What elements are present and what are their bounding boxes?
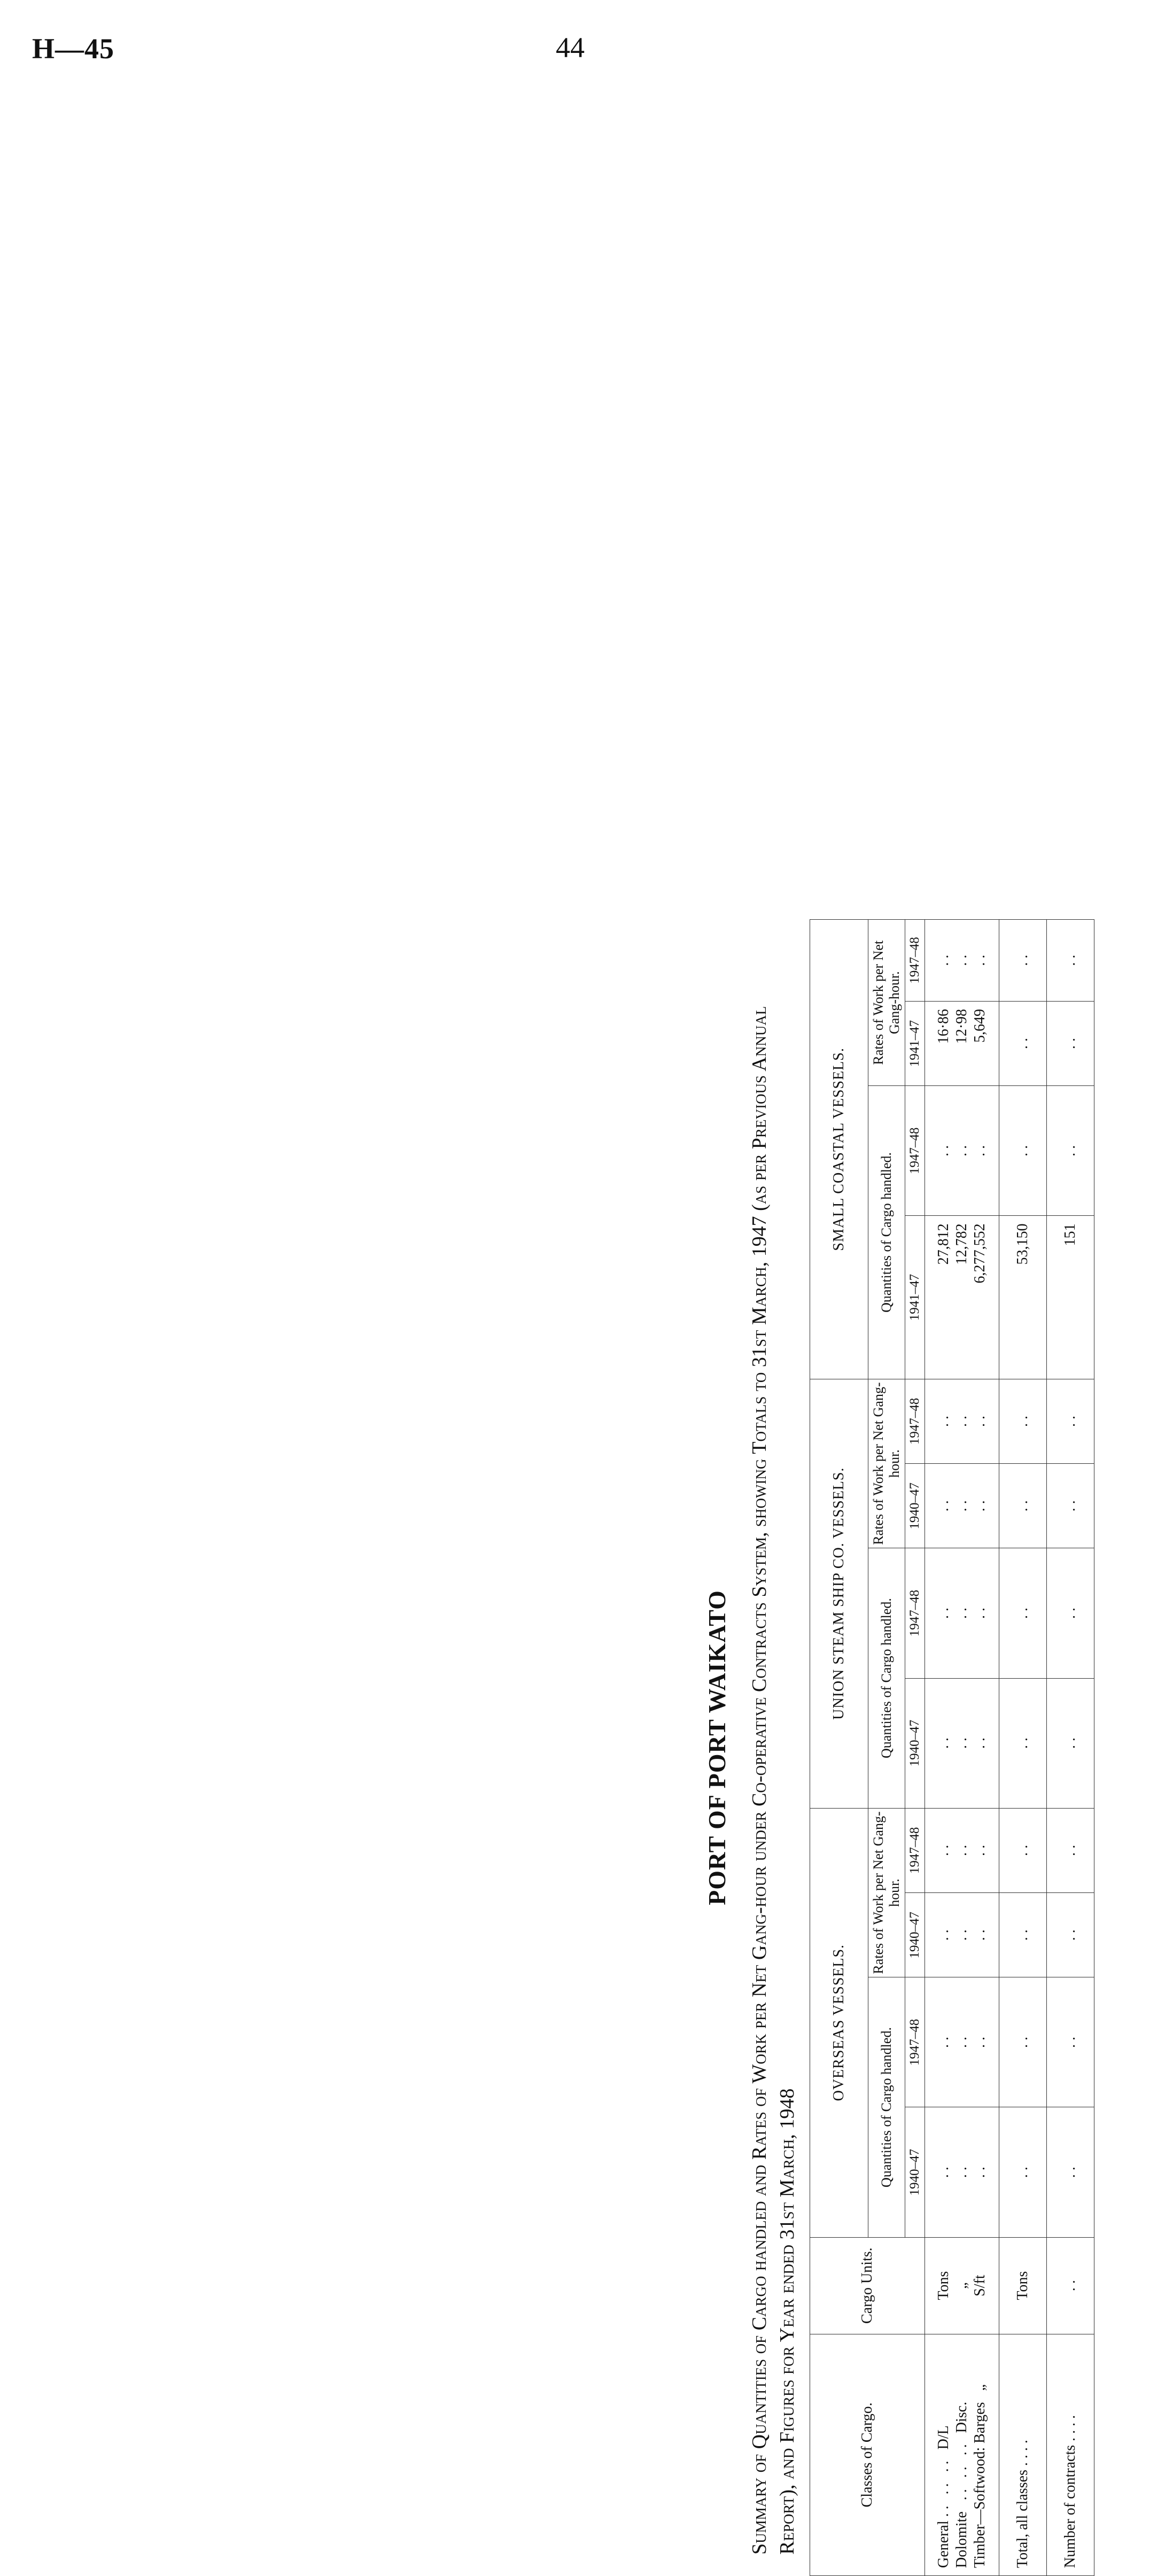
cell-contracts-small-qty-1: 151 <box>1047 1216 1094 1379</box>
header-small-qty: Quantities of Cargo handled. <box>868 1086 905 1379</box>
cell-overseas-qty-1: . . . . . . <box>925 2107 999 2237</box>
cell-total-overseas-qty-1: . . <box>999 2107 1047 2237</box>
period-overseas-rate-2: 1947–48 <box>905 1808 925 1892</box>
header-classes-of-cargo: Classes of Cargo. <box>810 2334 925 2575</box>
period-overseas-rate-1: 1940–47 <box>905 1893 925 1977</box>
header-union-qty: Quantities of Cargo handled. <box>868 1548 905 1808</box>
cell-total-overseas-qty-2: . . <box>999 1977 1047 2107</box>
table-row-total <box>999 920 1047 2576</box>
cell-small-qty-2: . . . . . . <box>925 1086 999 1216</box>
period-small-rate-2: 1947–48 <box>905 920 925 1002</box>
cell-classes: General . . . . . . D/L Dolomite . . . . . . Disc. Timber—Softwood: Barges „ <box>925 2334 999 2575</box>
cell-total-small-rate-1: . . <box>999 1001 1047 1085</box>
cell-contracts-label: Number of contracts . . . . <box>1047 2334 1094 2575</box>
header-group-small-coastal: SMALL COASTAL VESSELS. <box>810 920 868 1379</box>
cell-contracts-overseas-qty-1: . . <box>1047 2107 1094 2237</box>
cell-total-union-rate-1: . . <box>999 1464 1047 1548</box>
cell-union-rate-1: . . . . . . <box>925 1464 999 1548</box>
period-overseas-qty-2: 1947–48 <box>905 1977 925 2107</box>
cell-total-union-qty-1: . . <box>999 1678 1047 1808</box>
header-cargo-units: Cargo Units. <box>810 2237 925 2334</box>
cell-contracts-overseas-rate-1: . . <box>1047 1893 1094 1977</box>
cell-total-union-qty-2: . . <box>999 1548 1047 1678</box>
period-union-qty-1: 1940–47 <box>905 1678 925 1808</box>
header-group-overseas: OVERSEAS VESSELS. <box>810 1808 868 2237</box>
cell-union-qty-2: . . . . . . <box>925 1548 999 1678</box>
document-subtitle: Summary of Quantities of Cargo handled and Rates of Work per Net Gang-hour under Co-operative Contracts System, showing Totals to 31st March, 1947 (as per Previous Annual Report), and Figures for Year ended 31st March, 1948 <box>748 1006 798 2555</box>
cell-total-overseas-rate-1: . . <box>999 1893 1047 1977</box>
cell-overseas-rate-1: . . . . . . <box>925 1893 999 1977</box>
period-overseas-qty-1: 1940–47 <box>905 2107 925 2237</box>
cell-contracts-units: . . <box>1047 2237 1094 2334</box>
cell-total-small-qty-2: . . <box>999 1086 1047 1216</box>
header-small-rate: Rates of Work per Net Gang-hour. <box>868 920 905 1086</box>
cell-total-union-rate-2: . . <box>999 1379 1047 1463</box>
cell-total-overseas-rate-2: . . <box>999 1808 1047 1892</box>
table-row-cargo-classes <box>925 920 999 2576</box>
cargo-summary-table <box>810 919 1094 2576</box>
table-row-contracts <box>1047 920 1094 2576</box>
cell-contracts-small-qty-2: . . <box>1047 1086 1094 1216</box>
cell-contracts-union-rate-1: . . <box>1047 1464 1094 1548</box>
cell-small-rate-2: . . . . . . <box>925 920 999 1002</box>
period-small-rate-1: 1941–47 <box>905 1001 925 1085</box>
cell-small-rate-1: 16·86 12·98 5,649 <box>925 1001 999 1085</box>
cell-overseas-rate-2: . . . . . . <box>925 1808 999 1892</box>
cell-total-units: Tons <box>999 2237 1047 2334</box>
period-small-qty-2: 1947–48 <box>905 1086 925 1216</box>
cell-contracts-small-rate-2: . . <box>1047 920 1094 1002</box>
cell-total-label: Total, all classes . . . . <box>999 2334 1047 2575</box>
header-overseas-rate: Rates of Work per Net Gang-hour. <box>868 1808 905 1977</box>
cell-units: Tons „ S/ft <box>925 2237 999 2334</box>
cell-overseas-qty-2: . . . . . . <box>925 1977 999 2107</box>
page-number: 44 <box>556 32 585 64</box>
cell-contracts-overseas-rate-2: . . <box>1047 1808 1094 1892</box>
cell-contracts-union-qty-1: . . <box>1047 1678 1094 1808</box>
document-title: PORT OF PORT WAIKATO <box>703 1590 731 1905</box>
period-union-rate-2: 1947–48 <box>905 1379 925 1463</box>
cell-contracts-union-qty-2: . . <box>1047 1548 1094 1678</box>
header-group-union: UNION STEAM SHIP CO. VESSELS. <box>810 1379 868 1808</box>
cell-contracts-union-rate-2: . . <box>1047 1379 1094 1463</box>
header-row-groups <box>810 920 868 2576</box>
cell-union-qty-1: . . . . . . <box>925 1678 999 1808</box>
rotated-table-block <box>703 919 1173 2576</box>
page-header-code: H—45 <box>32 33 115 65</box>
cell-total-small-qty-1: 53,150 <box>999 1216 1047 1379</box>
period-union-rate-1: 1940–47 <box>905 1464 925 1548</box>
cell-union-rate-2: . . . . . . <box>925 1379 999 1463</box>
cell-total-small-rate-2: . . <box>999 920 1047 1002</box>
period-small-qty-1: 1941–47 <box>905 1216 925 1379</box>
period-union-qty-2: 1947–48 <box>905 1548 925 1678</box>
header-overseas-qty: Quantities of Cargo handled. <box>868 1977 905 2237</box>
cell-small-qty-1: 27,812 12,782 6,277,552 <box>925 1216 999 1379</box>
header-union-rate: Rates of Work per Net Gang-hour. <box>868 1379 905 1548</box>
cell-contracts-overseas-qty-2: . . <box>1047 1977 1094 2107</box>
cell-contracts-small-rate-1: . . <box>1047 1001 1094 1085</box>
